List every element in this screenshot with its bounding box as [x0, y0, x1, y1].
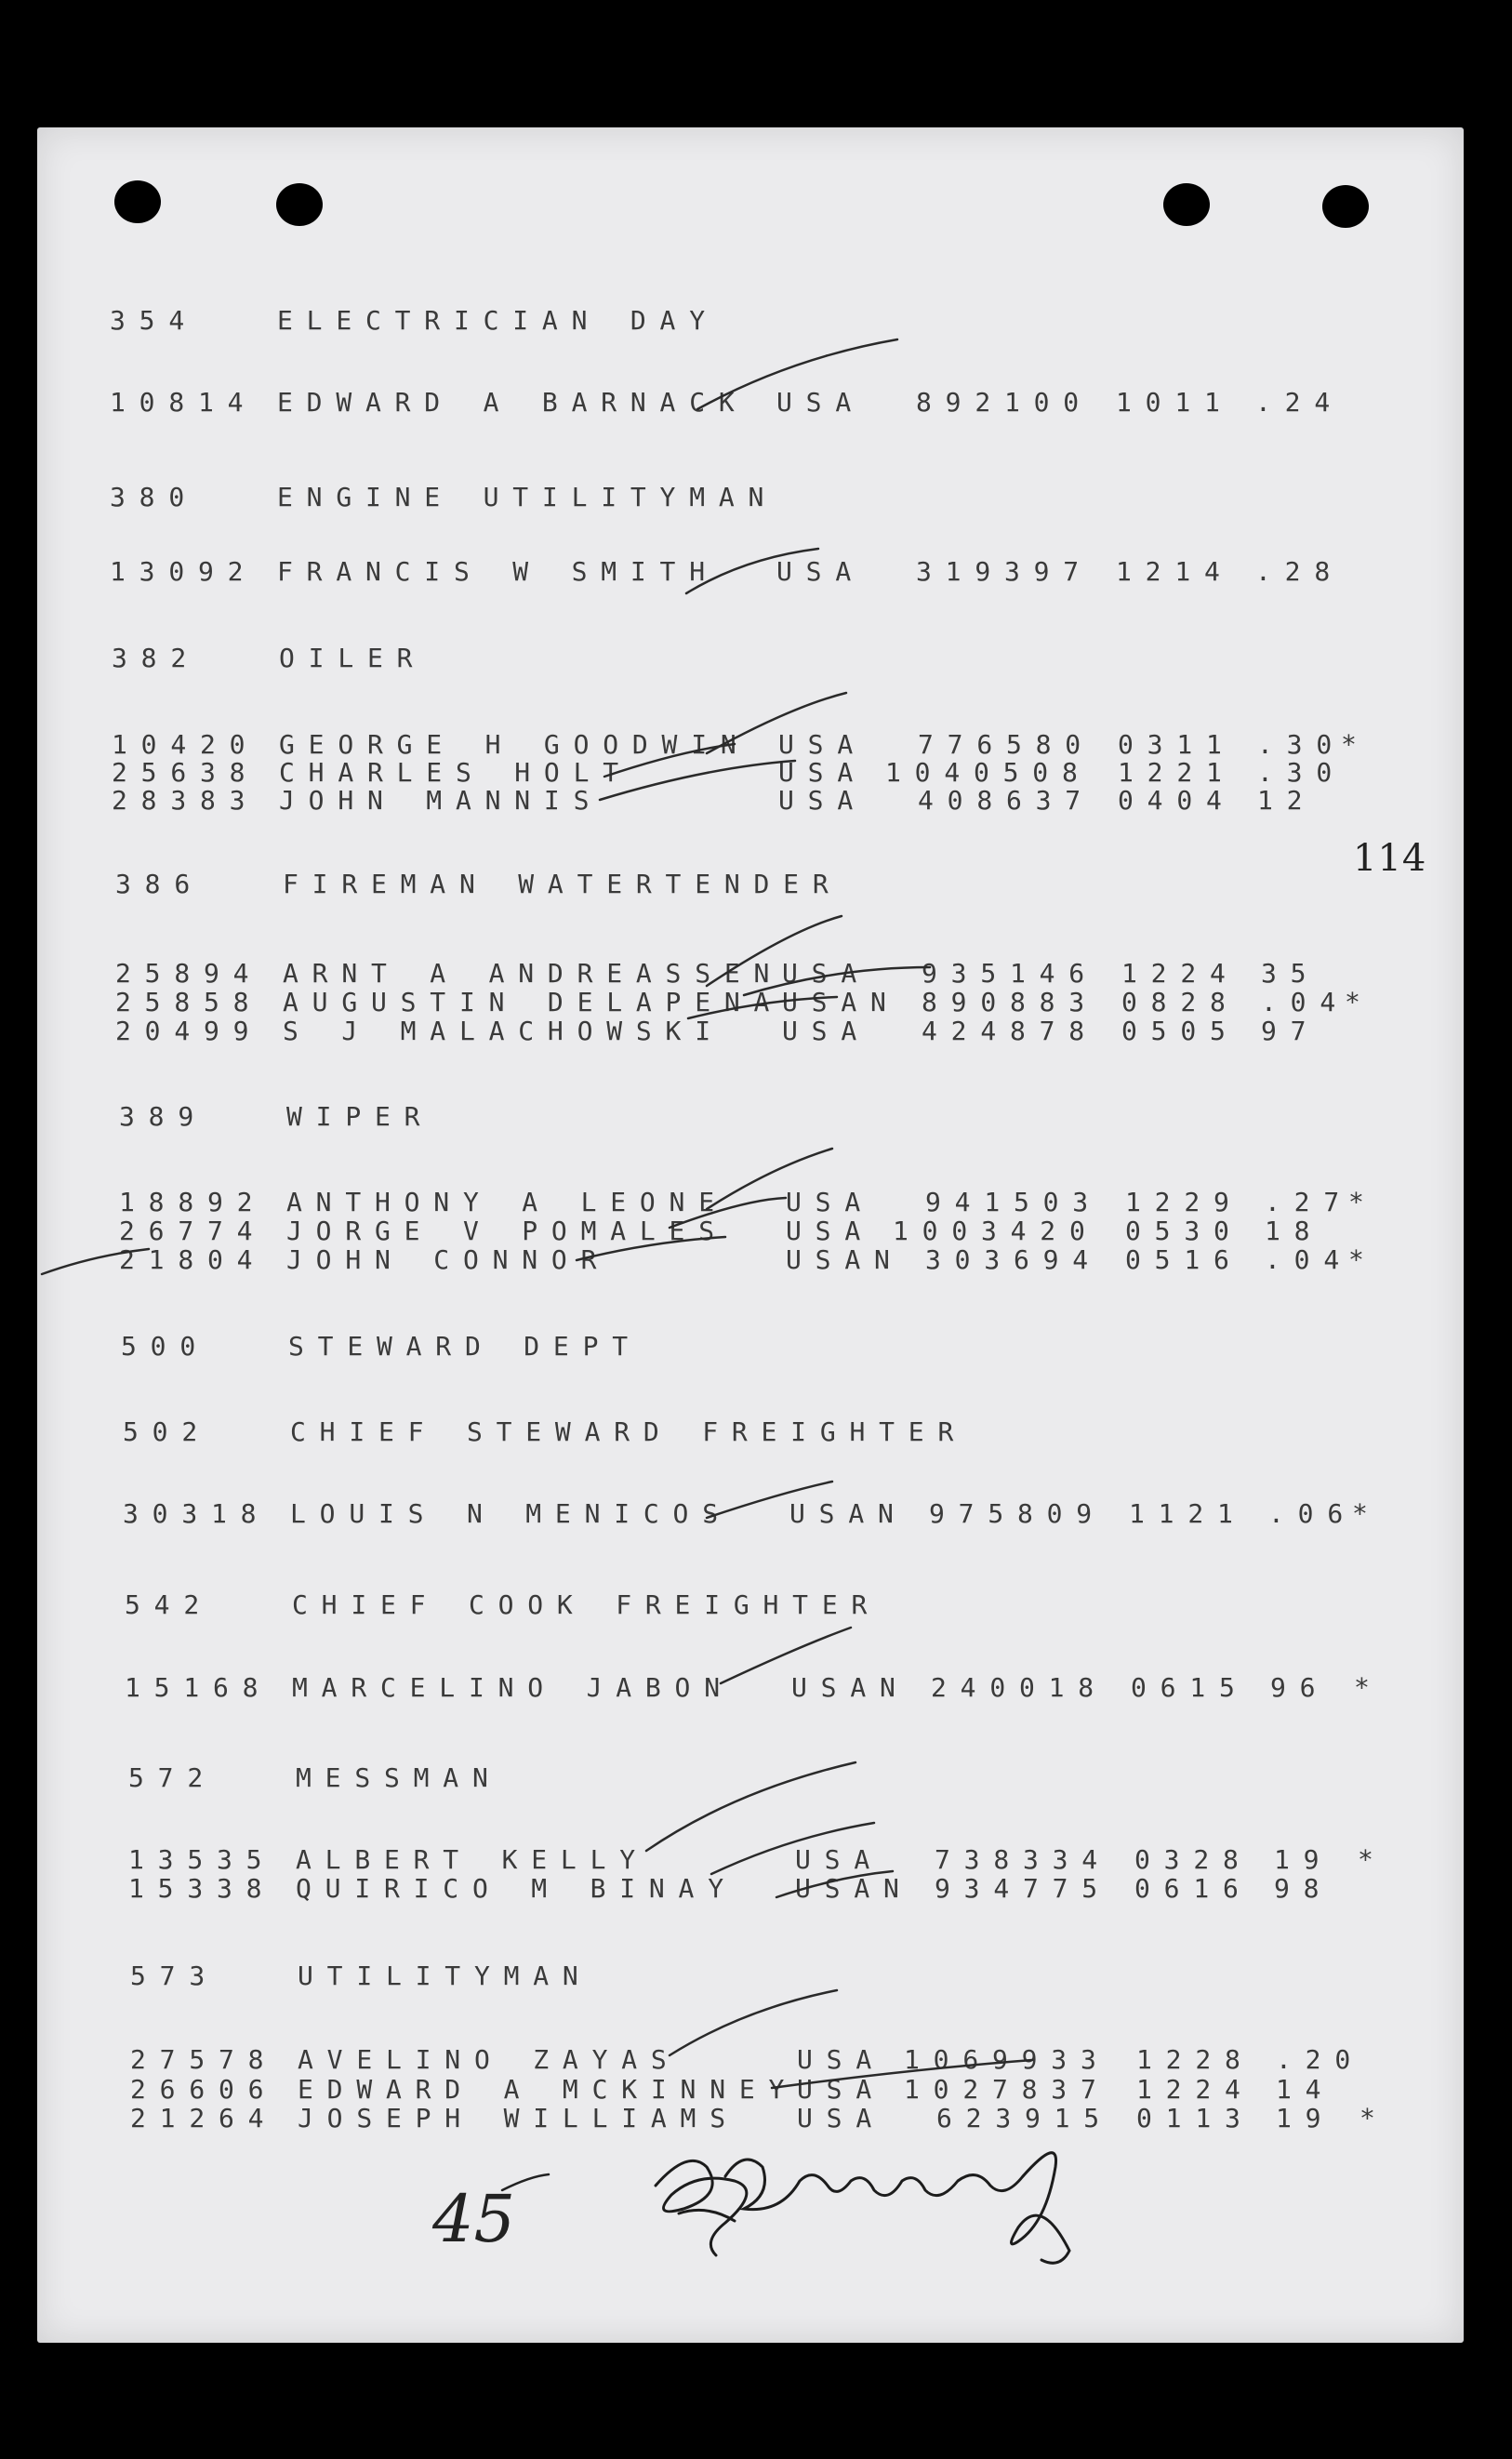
section-title: UTILITYMAN: [298, 1961, 592, 1991]
entry-number: 25858: [115, 987, 263, 1017]
entry-number: 28383: [112, 785, 259, 816]
section-header: [0, 645, 1395, 672]
crew-entry-row: [0, 2105, 1395, 2133]
entry-date: 0530: [1125, 1216, 1243, 1246]
entry-value: 18: [1265, 1216, 1324, 1246]
section-title: FIREMAN WATERTENDER: [283, 869, 842, 899]
entry-nationality: USAN: [786, 1244, 904, 1275]
punch-hole: [1322, 185, 1369, 228]
section-header: [0, 1418, 1395, 1446]
entry-value: 19: [1274, 1844, 1333, 1875]
entry-name: FRANCIS W SMITH: [277, 556, 719, 587]
entry-date: 1214: [1116, 556, 1234, 587]
entry-nationality: USA: [797, 2103, 885, 2133]
entry-name: ARNT A ANDREASSEN: [283, 958, 784, 989]
entry-name: CHARLES HOLT: [279, 757, 632, 788]
entry-flag: *: [1345, 987, 1374, 1017]
entry-name: ANTHONY A LEONE: [286, 1187, 728, 1217]
section-code: 386: [115, 869, 204, 899]
entry-value: 12: [1257, 785, 1317, 816]
entry-number: 21804: [119, 1244, 267, 1275]
section-code: 500: [121, 1331, 209, 1362]
entry-id: 776580: [918, 729, 1094, 760]
entry-id: 303694: [925, 1244, 1102, 1275]
crew-entry-row: [0, 787, 1395, 815]
entry-value: .28: [1255, 556, 1344, 587]
entry-id: 623915: [936, 2103, 1113, 2133]
entry-nationality: USAN: [789, 1498, 908, 1529]
entry-id: 319397: [916, 556, 1093, 587]
entry-number: 25894: [115, 958, 263, 989]
entry-number: 15338: [128, 1873, 276, 1904]
entry-name: EDWARD A BARNACK: [277, 387, 749, 418]
entry-date: 1229: [1125, 1187, 1243, 1217]
entry-id: 892100: [916, 387, 1093, 418]
section-title: ELECTRICIAN DAY: [277, 305, 719, 336]
punch-hole: [114, 180, 161, 223]
section-title: MESSMAN: [296, 1762, 502, 1793]
entry-number: 20499: [115, 1016, 263, 1046]
entry-id: 408637: [918, 785, 1094, 816]
entry-name: ALBERT KELLY: [296, 1844, 649, 1875]
section-header: [0, 1962, 1395, 1990]
entry-number: 21264: [130, 2103, 278, 2133]
entry-id: 975809: [929, 1498, 1106, 1529]
entry-number: 30318: [123, 1498, 271, 1529]
entry-nationality: USAN: [782, 987, 900, 1017]
entry-flag: *: [1354, 1672, 1384, 1703]
section-code: 502: [123, 1416, 211, 1447]
entry-id: 934775: [935, 1873, 1111, 1904]
section-code: 572: [128, 1762, 217, 1793]
crew-entry-row: [0, 389, 1395, 417]
entry-date: 0516: [1125, 1244, 1243, 1275]
entry-name: AVELINO ZAYAS: [298, 2044, 681, 2075]
entry-value: .04: [1265, 1244, 1353, 1275]
entry-id: 935146: [922, 958, 1098, 989]
entry-id: 941503: [925, 1187, 1102, 1217]
entry-date: 1011: [1116, 387, 1234, 418]
entry-date: 0828: [1121, 987, 1240, 1017]
entry-nationality: USA: [797, 2074, 885, 2105]
entry-date: 1224: [1136, 2074, 1254, 2105]
section-title: ENGINE UTILITYMAN: [277, 482, 778, 512]
entry-nationality: USAN: [791, 1672, 909, 1703]
section-header: [0, 871, 1395, 898]
entry-value: 14: [1276, 2074, 1335, 2105]
section-title: STEWARD DEPT: [288, 1331, 642, 1362]
entry-date: 0505: [1121, 1016, 1240, 1046]
crew-entry-row: [0, 1674, 1395, 1702]
section-code: 542: [125, 1589, 213, 1620]
entry-name: MARCELINO JABON: [292, 1672, 734, 1703]
crew-entry-row: [0, 989, 1395, 1017]
crew-entry-row: [0, 759, 1395, 787]
entry-flag: *: [1348, 1187, 1378, 1217]
entry-nationality: USA: [795, 1844, 883, 1875]
entry-value: .04: [1261, 987, 1349, 1017]
entry-id: 738334: [935, 1844, 1111, 1875]
entry-value: .30: [1257, 729, 1346, 760]
entry-value: .30: [1257, 757, 1346, 788]
entry-number: 18892: [119, 1187, 267, 1217]
entry-flag: *: [1341, 729, 1371, 760]
punch-hole: [276, 183, 323, 226]
punch-hole: [1163, 183, 1210, 226]
entry-number: 26606: [130, 2074, 278, 2105]
entry-nationality: USA: [776, 556, 865, 587]
entry-date: 0113: [1136, 2103, 1254, 2133]
crew-entry-row: [0, 1217, 1395, 1245]
entry-name: JOHN MANNIS: [279, 785, 603, 816]
entry-id: 424878: [922, 1016, 1098, 1046]
entry-id: 1003420: [893, 1216, 1099, 1246]
entry-id: 1069933: [904, 2044, 1110, 2075]
entry-id: 890883: [922, 987, 1098, 1017]
entry-number: 10814: [110, 387, 258, 418]
crew-entry-row: [0, 1189, 1395, 1216]
section-code: 354: [110, 305, 198, 336]
section-title: OILER: [279, 643, 427, 673]
entry-id: 240018: [931, 1672, 1107, 1703]
section-title: CHIEF STEWARD FREIGHTER: [290, 1416, 968, 1447]
section-title: WIPER: [286, 1101, 434, 1132]
entry-nationality: USA: [786, 1187, 874, 1217]
entry-value: 97: [1261, 1016, 1320, 1046]
section-code: 389: [119, 1101, 207, 1132]
entry-number: 27578: [130, 2044, 278, 2075]
entry-nationality: USA: [776, 387, 865, 418]
section-header: [0, 1591, 1395, 1619]
entry-date: 1228: [1136, 2044, 1254, 2075]
entry-value: .24: [1255, 387, 1344, 418]
entry-date: 1224: [1121, 958, 1240, 989]
entry-id: 1040508: [885, 757, 1092, 788]
crew-entry-row: [0, 1846, 1395, 1874]
entry-flag: *: [1359, 2103, 1389, 2133]
entry-value: .20: [1276, 2044, 1364, 2075]
entry-value: .27: [1265, 1187, 1353, 1217]
section-code: 380: [110, 482, 198, 512]
crew-entry-row: [0, 1246, 1395, 1274]
entry-nationality: USA: [778, 729, 867, 760]
entry-nationality: USAN: [795, 1873, 913, 1904]
entry-number: 26774: [119, 1216, 267, 1246]
crew-entry-row: [0, 558, 1395, 586]
crew-entry-row: [0, 1017, 1395, 1045]
section-header: [0, 1333, 1395, 1361]
entry-date: 0616: [1134, 1873, 1253, 1904]
entry-value: 98: [1274, 1873, 1333, 1904]
entry-name: JOSEPH WILLIAMS: [298, 2103, 739, 2133]
entry-date: 1121: [1129, 1498, 1247, 1529]
entry-date: 0311: [1118, 729, 1236, 760]
crew-entry-row: [0, 2046, 1395, 2074]
entry-number: 10420: [112, 729, 259, 760]
entry-name: S J MALACHOWSKI: [283, 1016, 724, 1046]
entry-number: 13535: [128, 1844, 276, 1875]
entry-flag: *: [1352, 1498, 1382, 1529]
entry-name: JORGE V POMALES: [286, 1216, 728, 1246]
entry-name: EDWARD A MCKINNEY: [298, 2074, 799, 2105]
entry-date: 0404: [1118, 785, 1236, 816]
entry-name: AUGUSTIN DELAPENA: [283, 987, 784, 1017]
entry-flag: *: [1348, 1244, 1378, 1275]
section-code: 573: [130, 1961, 219, 1991]
entry-value: 96: [1270, 1672, 1330, 1703]
crew-entry-row: [0, 1875, 1395, 1903]
entry-nationality: USA: [797, 2044, 885, 2075]
handwritten-number: 45: [432, 2181, 516, 2257]
crew-entry-row: [0, 731, 1395, 759]
entry-nationality: USA: [782, 958, 870, 989]
entry-date: 0328: [1134, 1844, 1253, 1875]
section-code: 382: [112, 643, 200, 673]
entry-name: JOHN CONNOR: [286, 1244, 611, 1275]
crew-entry-row: [0, 960, 1395, 988]
section-header: [0, 1103, 1395, 1131]
entry-value: .06: [1268, 1498, 1357, 1529]
entry-value: 19: [1276, 2103, 1335, 2133]
section-header: [0, 484, 1395, 512]
entry-date: 0615: [1131, 1672, 1249, 1703]
entry-nationality: USA: [778, 785, 867, 816]
section-title: CHIEF COOK FREIGHTER: [292, 1589, 882, 1620]
crew-entry-row: [0, 2076, 1395, 2104]
entry-flag: *: [1358, 1844, 1387, 1875]
entry-nationality: USA: [778, 757, 867, 788]
entry-nationality: USA: [786, 1216, 874, 1246]
entry-value: 35: [1261, 958, 1320, 989]
entry-number: 15168: [125, 1672, 272, 1703]
entry-name: QUIRICO M BINAY: [296, 1873, 737, 1904]
entry-id: 1027837: [904, 2074, 1110, 2105]
entry-nationality: USA: [782, 1016, 870, 1046]
entry-date: 1221: [1118, 757, 1236, 788]
entry-name: LOUIS N MENICOS: [290, 1498, 732, 1529]
crew-entry-row: [0, 1500, 1395, 1528]
entry-number: 13092: [110, 556, 258, 587]
entry-number: 25638: [112, 757, 259, 788]
section-header: [0, 307, 1395, 335]
page-number: 114: [1353, 837, 1427, 880]
entry-name: GEORGE H GOODWIN: [279, 729, 750, 760]
section-header: [0, 1764, 1395, 1792]
